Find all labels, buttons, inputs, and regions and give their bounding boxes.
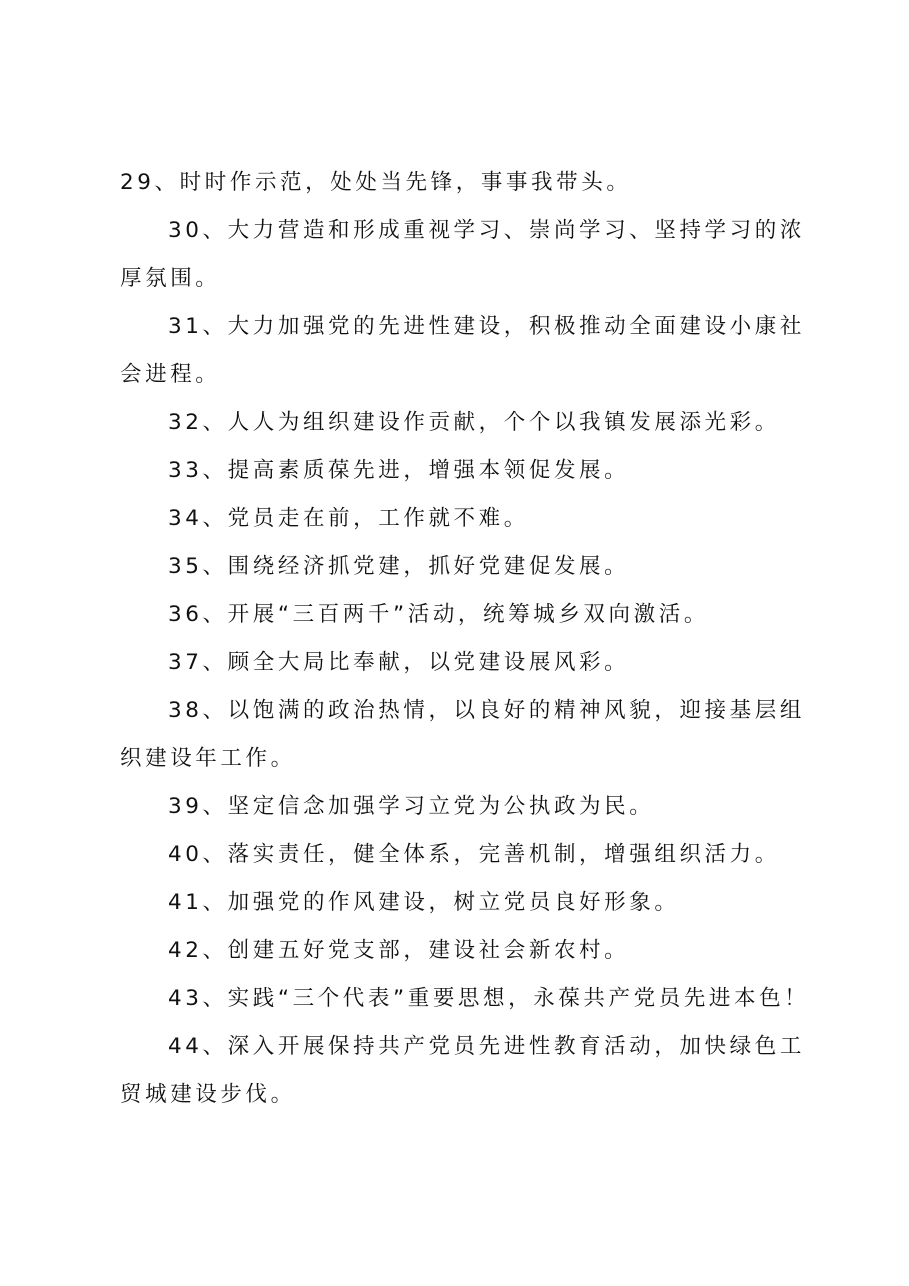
paragraph-37	[120, 639, 800, 687]
paragraph-line: 34、党员走在前，工作就不难。	[168, 506, 529, 531]
paragraph-line: 31、大力加强党的先进性建设，积极推动全面建设小康社	[168, 314, 805, 339]
paragraph-line: 43、实践“三个代表”重要思想，永葆共产党员先进本色！	[168, 986, 810, 1011]
paragraph-line: 织建设年工作。	[120, 746, 296, 771]
paragraph-29	[120, 159, 800, 207]
paragraph-line: 29、时时作示范，处处当先锋，事事我带头。	[120, 170, 632, 195]
paragraph-line: 39、坚定信念加强学习立党为公执政为民。	[168, 794, 655, 819]
paragraph-line: 会进程。	[120, 362, 221, 387]
paragraph-32	[120, 399, 800, 447]
paragraph-line: 37、顾全大局比奉献，以党建设展风彩。	[168, 650, 630, 675]
paragraph-35	[120, 543, 800, 591]
paragraph-line: 35、围绕经济抓党建，抓好党建促发展。	[168, 554, 630, 579]
paragraph-43	[120, 975, 810, 1023]
paragraph-40	[120, 831, 800, 879]
paragraph-38	[120, 687, 805, 783]
paragraph-line: 41、加强党的作风建设，树立党员良好形象。	[168, 890, 680, 915]
paragraph-44	[120, 1023, 805, 1119]
paragraph-line: 贸城建设步伐。	[120, 1082, 296, 1107]
paragraph-33	[120, 447, 800, 495]
paragraph-line: 42、创建五好党支部，建设社会新农村。	[168, 938, 630, 963]
paragraph-34	[120, 495, 800, 543]
paragraph-line: 厚氛围。	[120, 266, 221, 291]
paragraph-39	[120, 783, 800, 831]
paragraph-line: 33、提高素质葆先进，增强本领促发展。	[168, 458, 630, 483]
paragraph-42	[120, 927, 800, 975]
paragraph-line: 32、人人为组织建设作贡献，个个以我镇发展添光彩。	[168, 410, 780, 435]
paragraph-line: 40、落实责任，健全体系，完善机制，增强组织活力。	[168, 842, 780, 867]
paragraph-line: 30、大力营造和形成重视学习、崇尚学习、坚持学习的浓	[168, 218, 805, 243]
paragraph-41	[120, 879, 800, 927]
paragraph-30	[120, 207, 805, 303]
paragraph-line: 44、深入开展保持共产党员先进性教育活动，加快绿色工	[168, 1034, 805, 1059]
paragraph-31	[120, 303, 805, 399]
paragraph-36	[120, 591, 800, 639]
paragraph-line: 36、开展“三百两千”活动，统筹城乡双向激活。	[168, 602, 709, 627]
paragraph-line: 38、以饱满的政治热情，以良好的精神风貌，迎接基层组	[168, 698, 805, 723]
